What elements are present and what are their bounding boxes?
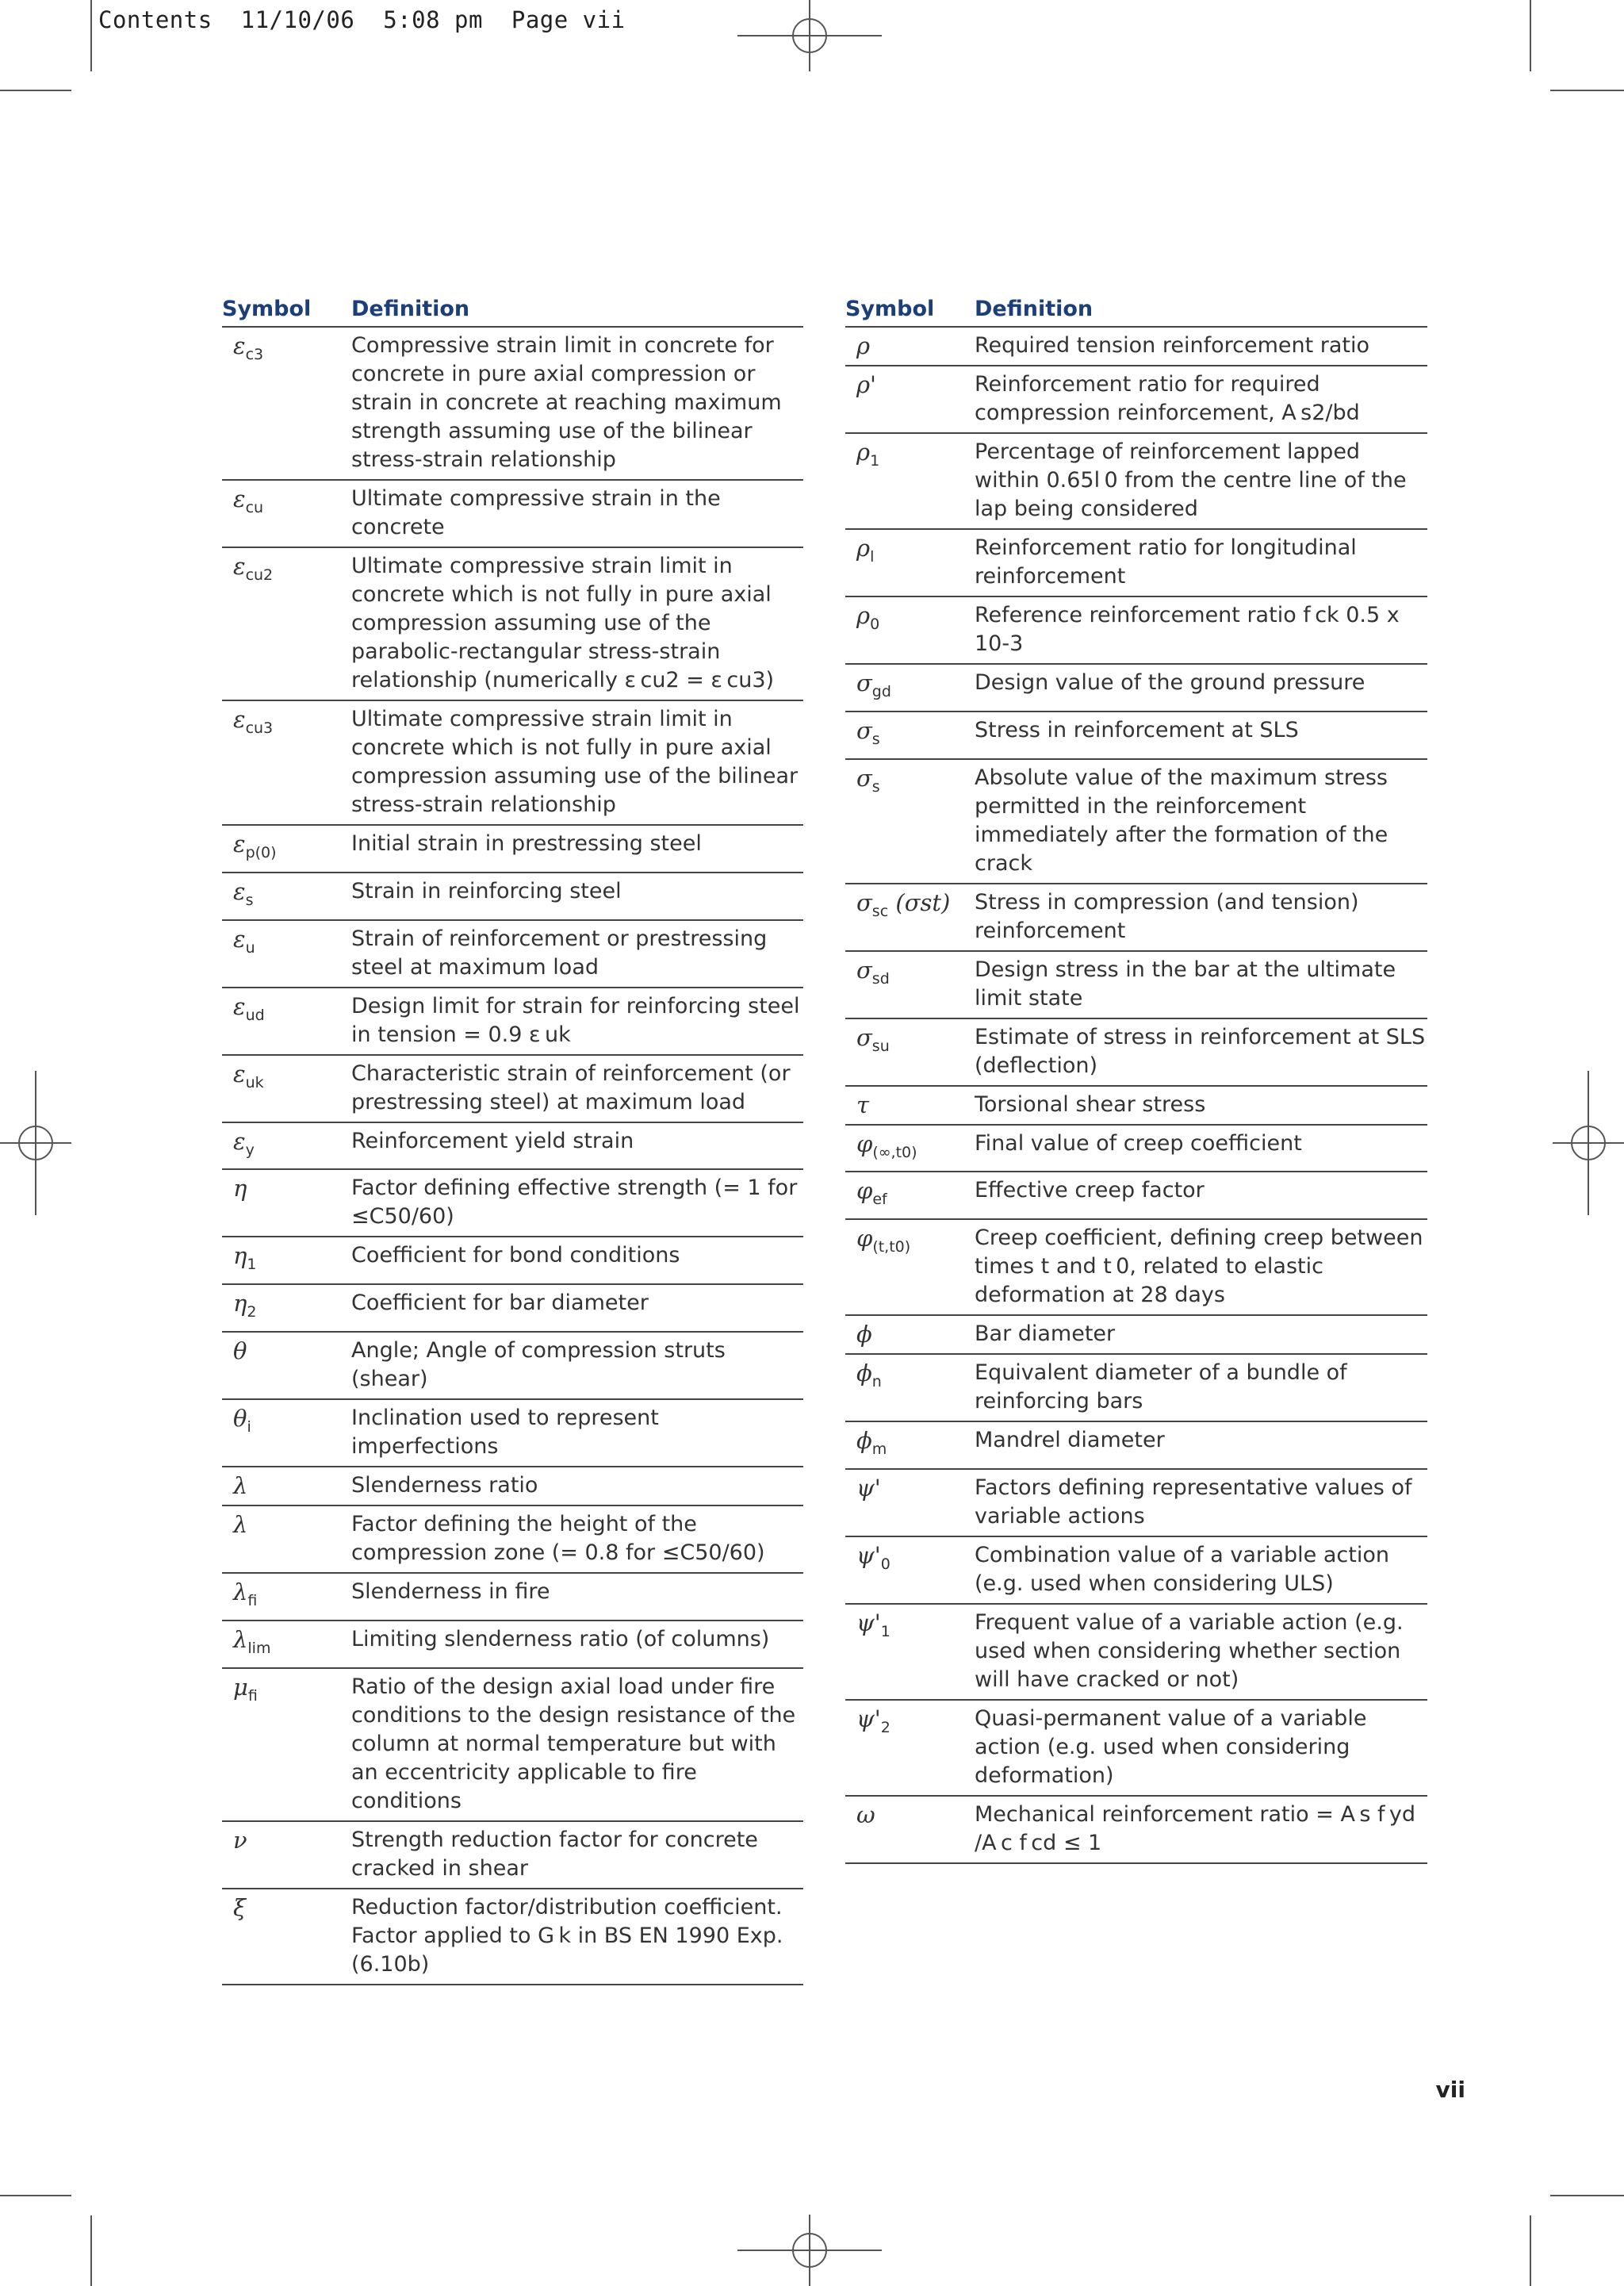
symbol-base: φ	[856, 1177, 873, 1205]
symbol-cell	[845, 1130, 975, 1167]
symbol-cell	[222, 1510, 351, 1567]
symbol-subscript: c3	[245, 345, 264, 363]
symbol-subscript: cu3	[245, 719, 274, 737]
symbol-subscript: su	[871, 1037, 890, 1055]
table-row	[222, 988, 803, 1056]
symbol-cell	[222, 1404, 351, 1461]
symbol-base: ω	[856, 1801, 875, 1828]
symbol-base: ν	[233, 1826, 247, 1854]
definition-cell: Reinforcement yield strain	[351, 1128, 634, 1153]
definition-cell: Torsional shear stress	[975, 1091, 1206, 1117]
table-row	[222, 1400, 803, 1467]
symbol-subscript: gd	[871, 682, 891, 700]
definition-cell: Factors defining representative values of variable actions	[975, 1475, 1412, 1528]
symbol-subscript: 2	[880, 1718, 891, 1736]
definition-cell: Slenderness ratio	[351, 1472, 538, 1498]
crop-mark	[90, 2215, 92, 2286]
symbol-cell	[222, 1174, 351, 1231]
symbol-base: ξ	[233, 1893, 246, 1921]
symbol-base: σ	[856, 764, 872, 792]
symbol-base: ρ	[856, 535, 871, 562]
symbol-subscript: s	[871, 777, 880, 796]
symbol-cell	[222, 830, 351, 867]
symbol-subscript: 1	[870, 451, 880, 470]
symbol-subscript: fi	[247, 1591, 258, 1609]
table-row	[222, 548, 803, 701]
symbol-cell	[222, 332, 351, 474]
symbol-cell	[222, 1578, 351, 1615]
table-row	[845, 328, 1427, 366]
symbol-subscript: ud	[245, 1006, 265, 1024]
definition-cell: Equivalent diameter of a bundle of reinforcing bars	[975, 1360, 1347, 1414]
symbol-subscript: m	[871, 1440, 887, 1458]
symbol-cell	[222, 1471, 351, 1500]
table-row	[222, 826, 803, 873]
crop-mark	[0, 90, 71, 91]
definition-cell: Absolute value of the maximum stress permitted in the reinforcement immediately after the formation of the crack	[975, 765, 1388, 876]
definition-cell: Stress in compression (and tension) reinforcement	[975, 889, 1359, 943]
symbol-cell	[845, 669, 975, 706]
symbol-base: σ	[856, 956, 872, 984]
symbol-cell	[845, 601, 975, 658]
symbol-subscript: cu2	[245, 566, 274, 584]
table-row	[845, 530, 1427, 597]
symbol-cell	[845, 888, 975, 945]
symbol-base: ψ'	[856, 1541, 881, 1569]
definition-cell: Frequent value of a variable action (e.g. used when considering whether section will have cracked or not)	[975, 1609, 1404, 1692]
symbol-base: ϕ	[856, 1360, 872, 1387]
symbol-cell	[222, 925, 351, 982]
symbol-base: η	[233, 1290, 247, 1318]
table-row	[222, 328, 803, 481]
symbol-cell	[222, 1625, 351, 1663]
symbol-base: ϕ	[856, 1321, 872, 1348]
symbol-base: ρ	[856, 439, 871, 466]
symbol-subscript: 1	[880, 1622, 891, 1640]
page-number: vii	[1435, 2077, 1465, 2103]
symbol-cell	[845, 1474, 975, 1531]
symbol-base: ψ'	[856, 1609, 881, 1636]
symbol-cell	[845, 332, 975, 360]
symbol-subscript: 1	[247, 1256, 257, 1274]
symbol-subscript: u	[245, 938, 255, 957]
definition-cell: Strength reduction factor for concrete cracked in shear	[351, 1827, 758, 1881]
symbol-base: λ	[233, 1510, 248, 1538]
symbol-subscript: ef	[872, 1191, 887, 1209]
definition-cell: Design value of the ground pressure	[975, 670, 1365, 695]
symbol-subscript: p(0)	[245, 843, 277, 861]
table-row	[222, 873, 803, 921]
symbol-subscript: (t,t0)	[872, 1237, 911, 1256]
symbol-table-left	[222, 297, 803, 1985]
symbol-cell	[845, 1426, 975, 1463]
crop-mark	[1530, 0, 1531, 71]
definition-cell: Mandrel diameter	[975, 1428, 1165, 1453]
definition-cell: Limiting slenderness ratio (of columns)	[351, 1626, 770, 1651]
definition-cell: Reference reinforcement ratio f ck 0.5 x 10-3	[975, 603, 1400, 656]
symbol-subscript: cu	[245, 498, 264, 516]
crop-mark	[1550, 90, 1624, 91]
symbol-cell	[222, 1127, 351, 1164]
table-row	[845, 1019, 1427, 1087]
definition-cell: Design limit for strain for reinforcing steel in tension = 0.9 ε uk	[351, 993, 800, 1047]
table-row	[845, 1172, 1427, 1220]
definition-cell: Strain of reinforcement or prestressing steel at maximum load	[351, 926, 768, 980]
table-row	[222, 1056, 803, 1123]
symbol-base: ε	[233, 830, 246, 857]
symbol-subscript: s	[871, 730, 880, 748]
symbol-base: η	[233, 1242, 247, 1270]
table-row	[845, 760, 1427, 884]
symbol-subscript: lim	[247, 1639, 271, 1657]
crop-mark	[1550, 2195, 1624, 2196]
registration-mark-top	[792, 18, 827, 53]
symbol-base: λ	[233, 1625, 248, 1653]
symbol-subscript: fi	[247, 1686, 258, 1705]
symbol-base: η	[233, 1175, 247, 1202]
slug-date: 11/10/06	[240, 6, 355, 33]
table-row	[845, 884, 1427, 952]
symbol-subscript: 0	[880, 1555, 891, 1573]
symbol-subscript: sc	[871, 902, 889, 920]
table-row	[222, 1574, 803, 1621]
table-row	[222, 701, 803, 826]
definition-cell: Ultimate compressive strain limit in concrete which is not fully in pure axial compression assuming use of the parabolic-rectangular stress-strain relationship (numerically ε cu2 = ε cu3)	[351, 554, 775, 692]
symbol-base: φ	[856, 1225, 873, 1252]
symbol-cell	[222, 705, 351, 819]
table-row	[222, 1621, 803, 1669]
table-row	[845, 1605, 1427, 1701]
symbol-base: ε	[233, 553, 246, 580]
symbol-cell	[845, 1541, 975, 1598]
slug-page: Page vii	[511, 6, 626, 33]
symbol-base: μ	[233, 1673, 248, 1701]
table-header	[845, 297, 1427, 328]
symbol-cell	[845, 1091, 975, 1119]
table-row	[845, 434, 1427, 530]
definition-cell: Ultimate compressive strain in the concrete	[351, 486, 721, 539]
symbol-base: ρ	[856, 602, 871, 629]
table-row	[222, 1467, 803, 1506]
definition-cell: Quasi-permanent value of a variable action (e.g. used when considering deformation)	[975, 1705, 1367, 1788]
table-row	[845, 1126, 1427, 1173]
symbol-cell	[845, 438, 975, 524]
definition-cell: Creep coefficient, defining creep between times t and t 0, related to elastic deformation at 28 days	[975, 1225, 1423, 1308]
symbol-base: θ	[233, 1337, 247, 1364]
table-body-right	[845, 328, 1427, 1864]
definition-cell: Combination value of a variable action (e.g. used when considering ULS)	[975, 1542, 1389, 1596]
table-row	[222, 1669, 803, 1822]
symbol-cell	[845, 1176, 975, 1214]
symbol-subscript: sd	[871, 969, 890, 988]
table-row	[845, 1220, 1427, 1316]
symbol-cell	[222, 1337, 351, 1394]
symbol-cell	[222, 1893, 351, 1979]
table-body-left	[222, 328, 803, 1985]
symbol-base: ε	[233, 877, 246, 905]
definition-header: Definition	[975, 297, 1094, 321]
symbol-cell	[222, 552, 351, 695]
symbol-subscript: s	[245, 891, 254, 909]
table-row	[845, 597, 1427, 665]
symbol-cell	[222, 1060, 351, 1117]
table-row	[845, 1087, 1427, 1126]
symbol-base: λ	[233, 1578, 248, 1605]
symbol-table-right	[845, 297, 1427, 1864]
table-row	[222, 921, 803, 988]
table-row	[845, 1701, 1427, 1797]
definition-cell: Reduction factor/distribution coefficient. Factor applied to G k in BS EN 1990 Exp. (6.10b)	[351, 1894, 783, 1977]
definition-cell: Coefficient for bar diameter	[351, 1291, 649, 1316]
symbol-base: σ	[856, 716, 872, 744]
definition-cell: Effective creep factor	[975, 1178, 1205, 1203]
table-row	[845, 366, 1427, 434]
table-row	[222, 1506, 803, 1574]
symbol-base: ψ'	[856, 1705, 881, 1732]
symbol-cell	[222, 1241, 351, 1279]
symbol-subscript: y	[245, 1141, 255, 1159]
symbol-subscript: l	[870, 547, 875, 566]
slug-section: Contents	[98, 6, 213, 33]
definition-cell: Factor defining the height of the compression zone (= 0.8 for ≤C50/60)	[351, 1511, 765, 1565]
registration-mark-left	[18, 1126, 53, 1160]
symbol-base: φ	[856, 1130, 873, 1157]
symbol-base: σ	[856, 669, 872, 696]
registration-mark-bottom	[792, 2233, 827, 2268]
definition-cell: Reinforcement ratio for required compression reinforcement, A s2/bd	[975, 372, 1360, 425]
symbol-base: ρ'	[856, 371, 877, 398]
crop-mark	[0, 2195, 71, 2196]
definition-cell: Reinforcement ratio for longitudinal reinforcement	[975, 535, 1357, 589]
symbol-base: σ	[856, 1023, 872, 1051]
symbol-header: Symbol	[845, 297, 935, 321]
definition-cell: Compressive strain limit in concrete for concrete in pure axial compression or strain in concrete at reaching maximum strength assuming use of the bilinear stress-strain relationship	[351, 333, 782, 472]
definition-cell: Ultimate compressive strain limit in concrete which is not fully in pure axial compression assuming use of the bilinear stress-strain relationship	[351, 707, 799, 817]
definition-cell: Required tension reinforcement ratio	[975, 333, 1370, 358]
symbol-base: ρ	[856, 332, 871, 359]
definition-cell: Slenderness in fire	[351, 1578, 550, 1604]
definition-cell: Factor defining effective strength (= 1 for ≤C50/60)	[351, 1176, 798, 1229]
symbol-subscript: i	[247, 1417, 251, 1436]
symbol-cell	[845, 1801, 975, 1858]
table-row	[845, 1316, 1427, 1355]
symbol-base: ε	[233, 332, 246, 359]
symbol-cell	[845, 1224, 975, 1310]
definition-header: Definition	[351, 297, 470, 321]
definition-cell: Strain in reinforcing steel	[351, 878, 622, 903]
table-row	[222, 1237, 803, 1285]
symbol-base: λ	[233, 1471, 248, 1499]
definition-cell: Ratio of the design axial load under fire conditions to the design resistance of the column at normal temperature but with an eccentricity applicable to fire conditions	[351, 1674, 796, 1813]
symbol-base: ε	[233, 485, 246, 512]
symbol-subscript: n	[871, 1372, 882, 1390]
symbol-cell	[845, 956, 975, 1013]
table-row	[845, 1470, 1427, 1537]
definition-cell: Stress in reinforcement at SLS	[975, 717, 1299, 742]
symbol-cell	[845, 716, 975, 754]
symbol-cell	[222, 485, 351, 542]
symbol-cell	[845, 370, 975, 428]
symbol-cell	[845, 1023, 975, 1080]
definition-cell: Final value of creep coefficient	[975, 1130, 1302, 1156]
symbol-cell	[845, 1320, 975, 1348]
table-row	[845, 952, 1427, 1019]
symbol-base: ϕ	[856, 1427, 872, 1455]
definition-cell: Coefficient for bond conditions	[351, 1243, 680, 1268]
definition-cell: Characteristic strain of reinforcement (or prestressing steel) at maximum load	[351, 1061, 791, 1114]
symbol-base: ψ'	[856, 1474, 881, 1502]
symbol-subscript: 2	[247, 1302, 257, 1321]
symbol-base: ε	[233, 925, 246, 953]
slug-time: 5:08 pm	[383, 6, 483, 33]
symbol-cell	[222, 1673, 351, 1816]
definition-cell: Estimate of stress in reinforcement at SLS (deflection)	[975, 1024, 1426, 1078]
table-row	[222, 1333, 803, 1400]
symbol-base: ε	[233, 992, 246, 1020]
registration-mark-right	[1571, 1126, 1606, 1160]
symbol-header: Symbol	[222, 297, 312, 321]
table-row	[845, 712, 1427, 760]
table-row	[845, 1355, 1427, 1422]
table-row	[222, 1285, 803, 1333]
table-row	[222, 1889, 803, 1985]
table-header	[222, 297, 803, 328]
symbol-base: τ	[856, 1091, 870, 1118]
definition-cell: Bar diameter	[975, 1321, 1116, 1347]
definition-cell: Design stress in the bar at the ultimate limit state	[975, 957, 1396, 1011]
symbol-base: ε	[233, 1060, 246, 1087]
definition-cell: Mechanical reinforcement ratio = A s f yd /A c f cd ≤ 1	[975, 1801, 1415, 1855]
table-row	[222, 1170, 803, 1237]
symbol-cell	[222, 992, 351, 1049]
table-row	[845, 1422, 1427, 1470]
definition-cell: Inclination used to represent imperfections	[351, 1405, 659, 1459]
symbol-subscript: uk	[245, 1073, 264, 1091]
symbol-cell	[845, 534, 975, 591]
symbol-subscript: (∞,t0)	[872, 1143, 917, 1161]
definition-cell: Initial strain in prestressing steel	[351, 831, 702, 856]
symbol-cell	[845, 1609, 975, 1694]
symbol-cell	[845, 1359, 975, 1416]
symbol-base: θ	[233, 1404, 247, 1432]
crop-mark	[90, 0, 92, 71]
definition-cell: Angle; Angle of compression struts (shear)	[351, 1337, 726, 1391]
definition-cell: Percentage of reinforcement lapped within 0.65l 0 from the centre line of the lap being considered	[975, 439, 1407, 521]
print-slug	[98, 6, 626, 33]
symbol-cell	[222, 1826, 351, 1883]
table-row	[222, 1123, 803, 1171]
table-row	[845, 1537, 1427, 1605]
symbol-base: σ	[856, 888, 872, 916]
table-row	[222, 481, 803, 548]
symbol-cell	[845, 1705, 975, 1790]
symbol-cell	[222, 877, 351, 915]
symbol-base: ε	[233, 1127, 246, 1155]
symbol-cell	[222, 1289, 351, 1326]
symbol-extra: (σst)	[888, 888, 951, 916]
symbol-base: ε	[233, 706, 246, 733]
crop-mark	[1530, 2215, 1531, 2286]
symbol-subscript: 0	[870, 615, 880, 633]
table-row	[222, 1822, 803, 1889]
symbol-cell	[845, 764, 975, 878]
table-row	[845, 1797, 1427, 1864]
table-row	[845, 665, 1427, 712]
